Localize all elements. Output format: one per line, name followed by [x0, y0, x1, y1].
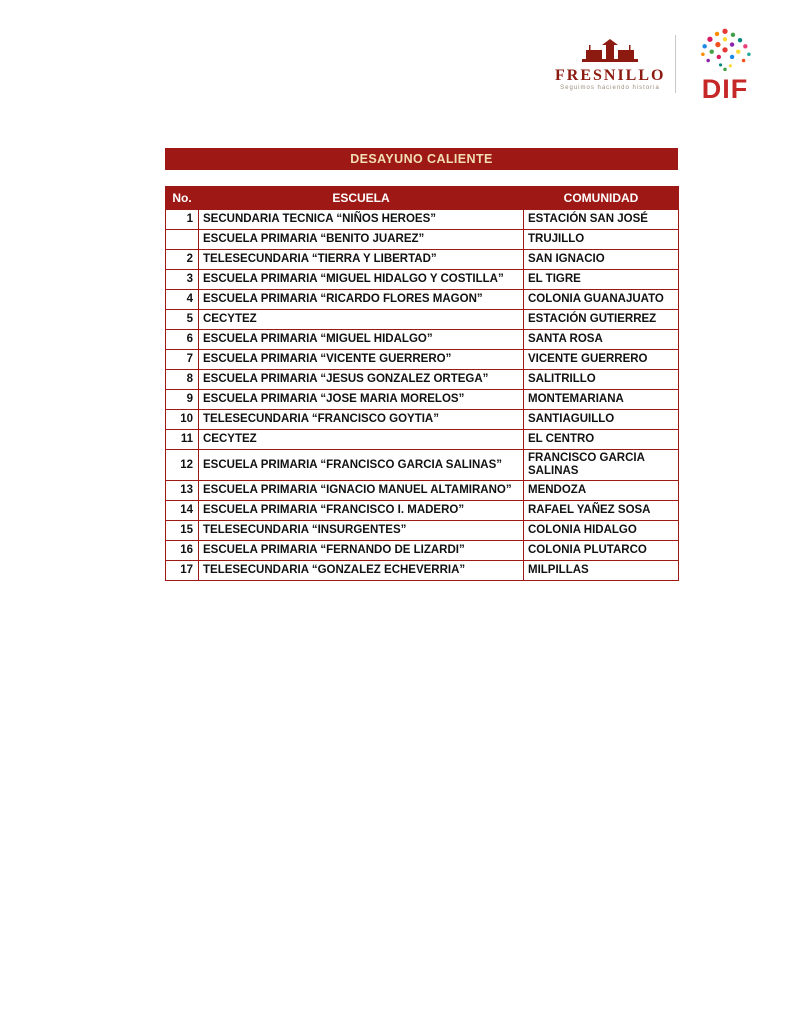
table-row	[166, 521, 679, 541]
cell-no: 14	[166, 501, 199, 521]
cell-no: 12	[166, 450, 199, 481]
cell-no: 17	[166, 561, 199, 581]
cell-no: 1	[166, 210, 199, 230]
cell-comunidad: SANTA ROSA	[524, 330, 679, 350]
cell-escuela: CECYTEZ	[199, 430, 524, 450]
cell-comunidad: SANTIAGUILLO	[524, 410, 679, 430]
table-header-row	[166, 187, 679, 210]
header-comunidad: COMUNIDAD	[524, 187, 679, 210]
cell-no: 15	[166, 521, 199, 541]
table-row	[166, 370, 679, 390]
cell-escuela: ESCUELA PRIMARIA “RICARDO FLORES MAGON”	[199, 290, 524, 310]
schools-table	[165, 186, 679, 581]
schools-table-container	[165, 186, 678, 581]
cell-comunidad: MENDOZA	[524, 481, 679, 501]
cell-no: 2	[166, 250, 199, 270]
table-row	[166, 290, 679, 310]
table-row	[166, 310, 679, 330]
cell-comunidad: VICENTE GUERRERO	[524, 350, 679, 370]
table-row	[166, 230, 679, 250]
cell-escuela: ESCUELA PRIMARIA “MIGUEL HIDALGO Y COSTILLA”	[199, 270, 524, 290]
title-band	[165, 148, 678, 170]
cell-comunidad: COLONIA GUANAJUATO	[524, 290, 679, 310]
cell-comunidad: COLONIA PLUTARCO	[524, 541, 679, 561]
cell-no: 4	[166, 290, 199, 310]
cell-escuela: ESCUELA PRIMARIA “FERNANDO DE LIZARDI”	[199, 541, 524, 561]
cell-comunidad: FRANCISCO GARCIA SALINAS	[524, 450, 679, 481]
cell-escuela: ESCUELA PRIMARIA “FRANCISCO GARCIA SALINAS”	[199, 450, 524, 481]
cell-no: 6	[166, 330, 199, 350]
table-row	[166, 501, 679, 521]
cell-comunidad: MILPILLAS	[524, 561, 679, 581]
cell-escuela: ESCUELA PRIMARIA “MIGUEL HIDALGO”	[199, 330, 524, 350]
cell-escuela: SECUNDARIA TECNICA “NIÑOS HEROES”	[199, 210, 524, 230]
header-escuela: ESCUELA	[199, 187, 524, 210]
cell-no: 7	[166, 350, 199, 370]
cell-no: 10	[166, 410, 199, 430]
title-band-text: DESAYUNO CALIENTE	[350, 152, 493, 166]
dif-logo-text: DIF	[701, 74, 749, 105]
cell-escuela: TELESECUNDARIA “TIERRA Y LIBERTAD”	[199, 250, 524, 270]
fresnillo-building-icon	[580, 50, 640, 67]
cell-comunidad: EL TIGRE	[524, 270, 679, 290]
fresnillo-logo-text: FRESNILLO	[555, 66, 666, 84]
table-row	[166, 410, 679, 430]
table-row	[166, 450, 679, 481]
cell-escuela: TELESECUNDARIA “INSURGENTES”	[199, 521, 524, 541]
table-row	[166, 390, 679, 410]
cell-comunidad: ESTACIÓN GUTIERREZ	[524, 310, 679, 330]
header-no: No.	[166, 187, 199, 210]
cell-no: 11	[166, 430, 199, 450]
cell-escuela: ESCUELA PRIMARIA “JESUS GONZALEZ ORTEGA”	[199, 370, 524, 390]
table-row	[166, 561, 679, 581]
school-table-body	[166, 210, 679, 581]
table-row	[166, 330, 679, 350]
table-row	[166, 481, 679, 501]
cell-escuela: ESCUELA PRIMARIA “FRANCISCO I. MADERO”	[199, 501, 524, 521]
table-row	[166, 541, 679, 561]
cell-comunidad: EL CENTRO	[524, 430, 679, 450]
cell-no: 8	[166, 370, 199, 390]
dif-logo	[686, 26, 764, 105]
cell-no: 13	[166, 481, 199, 501]
cell-comunidad: TRUJILLO	[524, 230, 679, 250]
cell-escuela: ESCUELA PRIMARIA “BENITO JUAREZ”	[199, 230, 524, 250]
cell-no: 3	[166, 270, 199, 290]
table-row	[166, 250, 679, 270]
cell-escuela: CECYTEZ	[199, 310, 524, 330]
cell-escuela: ESCUELA PRIMARIA “JOSE MARIA MORELOS”	[199, 390, 524, 410]
cell-comunidad: ESTACIÓN SAN JOSÉ	[524, 210, 679, 230]
table-row	[166, 350, 679, 370]
logo-divider	[675, 35, 676, 93]
cell-comunidad: COLONIA HIDALGO	[524, 521, 679, 541]
cell-escuela: ESCUELA PRIMARIA “VICENTE GUERRERO”	[199, 350, 524, 370]
fresnillo-tagline: Seguimos haciendo historia	[560, 85, 660, 92]
table-row	[166, 270, 679, 290]
cell-no: 5	[166, 310, 199, 330]
table-row	[166, 210, 679, 230]
cell-escuela: TELESECUNDARIA “FRANCISCO GOYTIA”	[199, 410, 524, 430]
header-logos	[555, 28, 765, 105]
cell-no	[166, 230, 199, 250]
cell-no: 9	[166, 390, 199, 410]
table-row	[166, 430, 679, 450]
cell-comunidad: RAFAEL YAÑEZ SOSA	[524, 501, 679, 521]
cell-comunidad: MONTEMARIANA	[524, 390, 679, 410]
cell-comunidad: SAN IGNACIO	[524, 250, 679, 270]
cell-escuela: TELESECUNDARIA “GONZALEZ ECHEVERRIA”	[199, 561, 524, 581]
fresnillo-logo	[555, 37, 665, 92]
cell-escuela: ESCUELA PRIMARIA “IGNACIO MANUEL ALTAMIRANO”	[199, 481, 524, 501]
cell-comunidad: SALITRILLO	[524, 370, 679, 390]
cell-no: 16	[166, 541, 199, 561]
